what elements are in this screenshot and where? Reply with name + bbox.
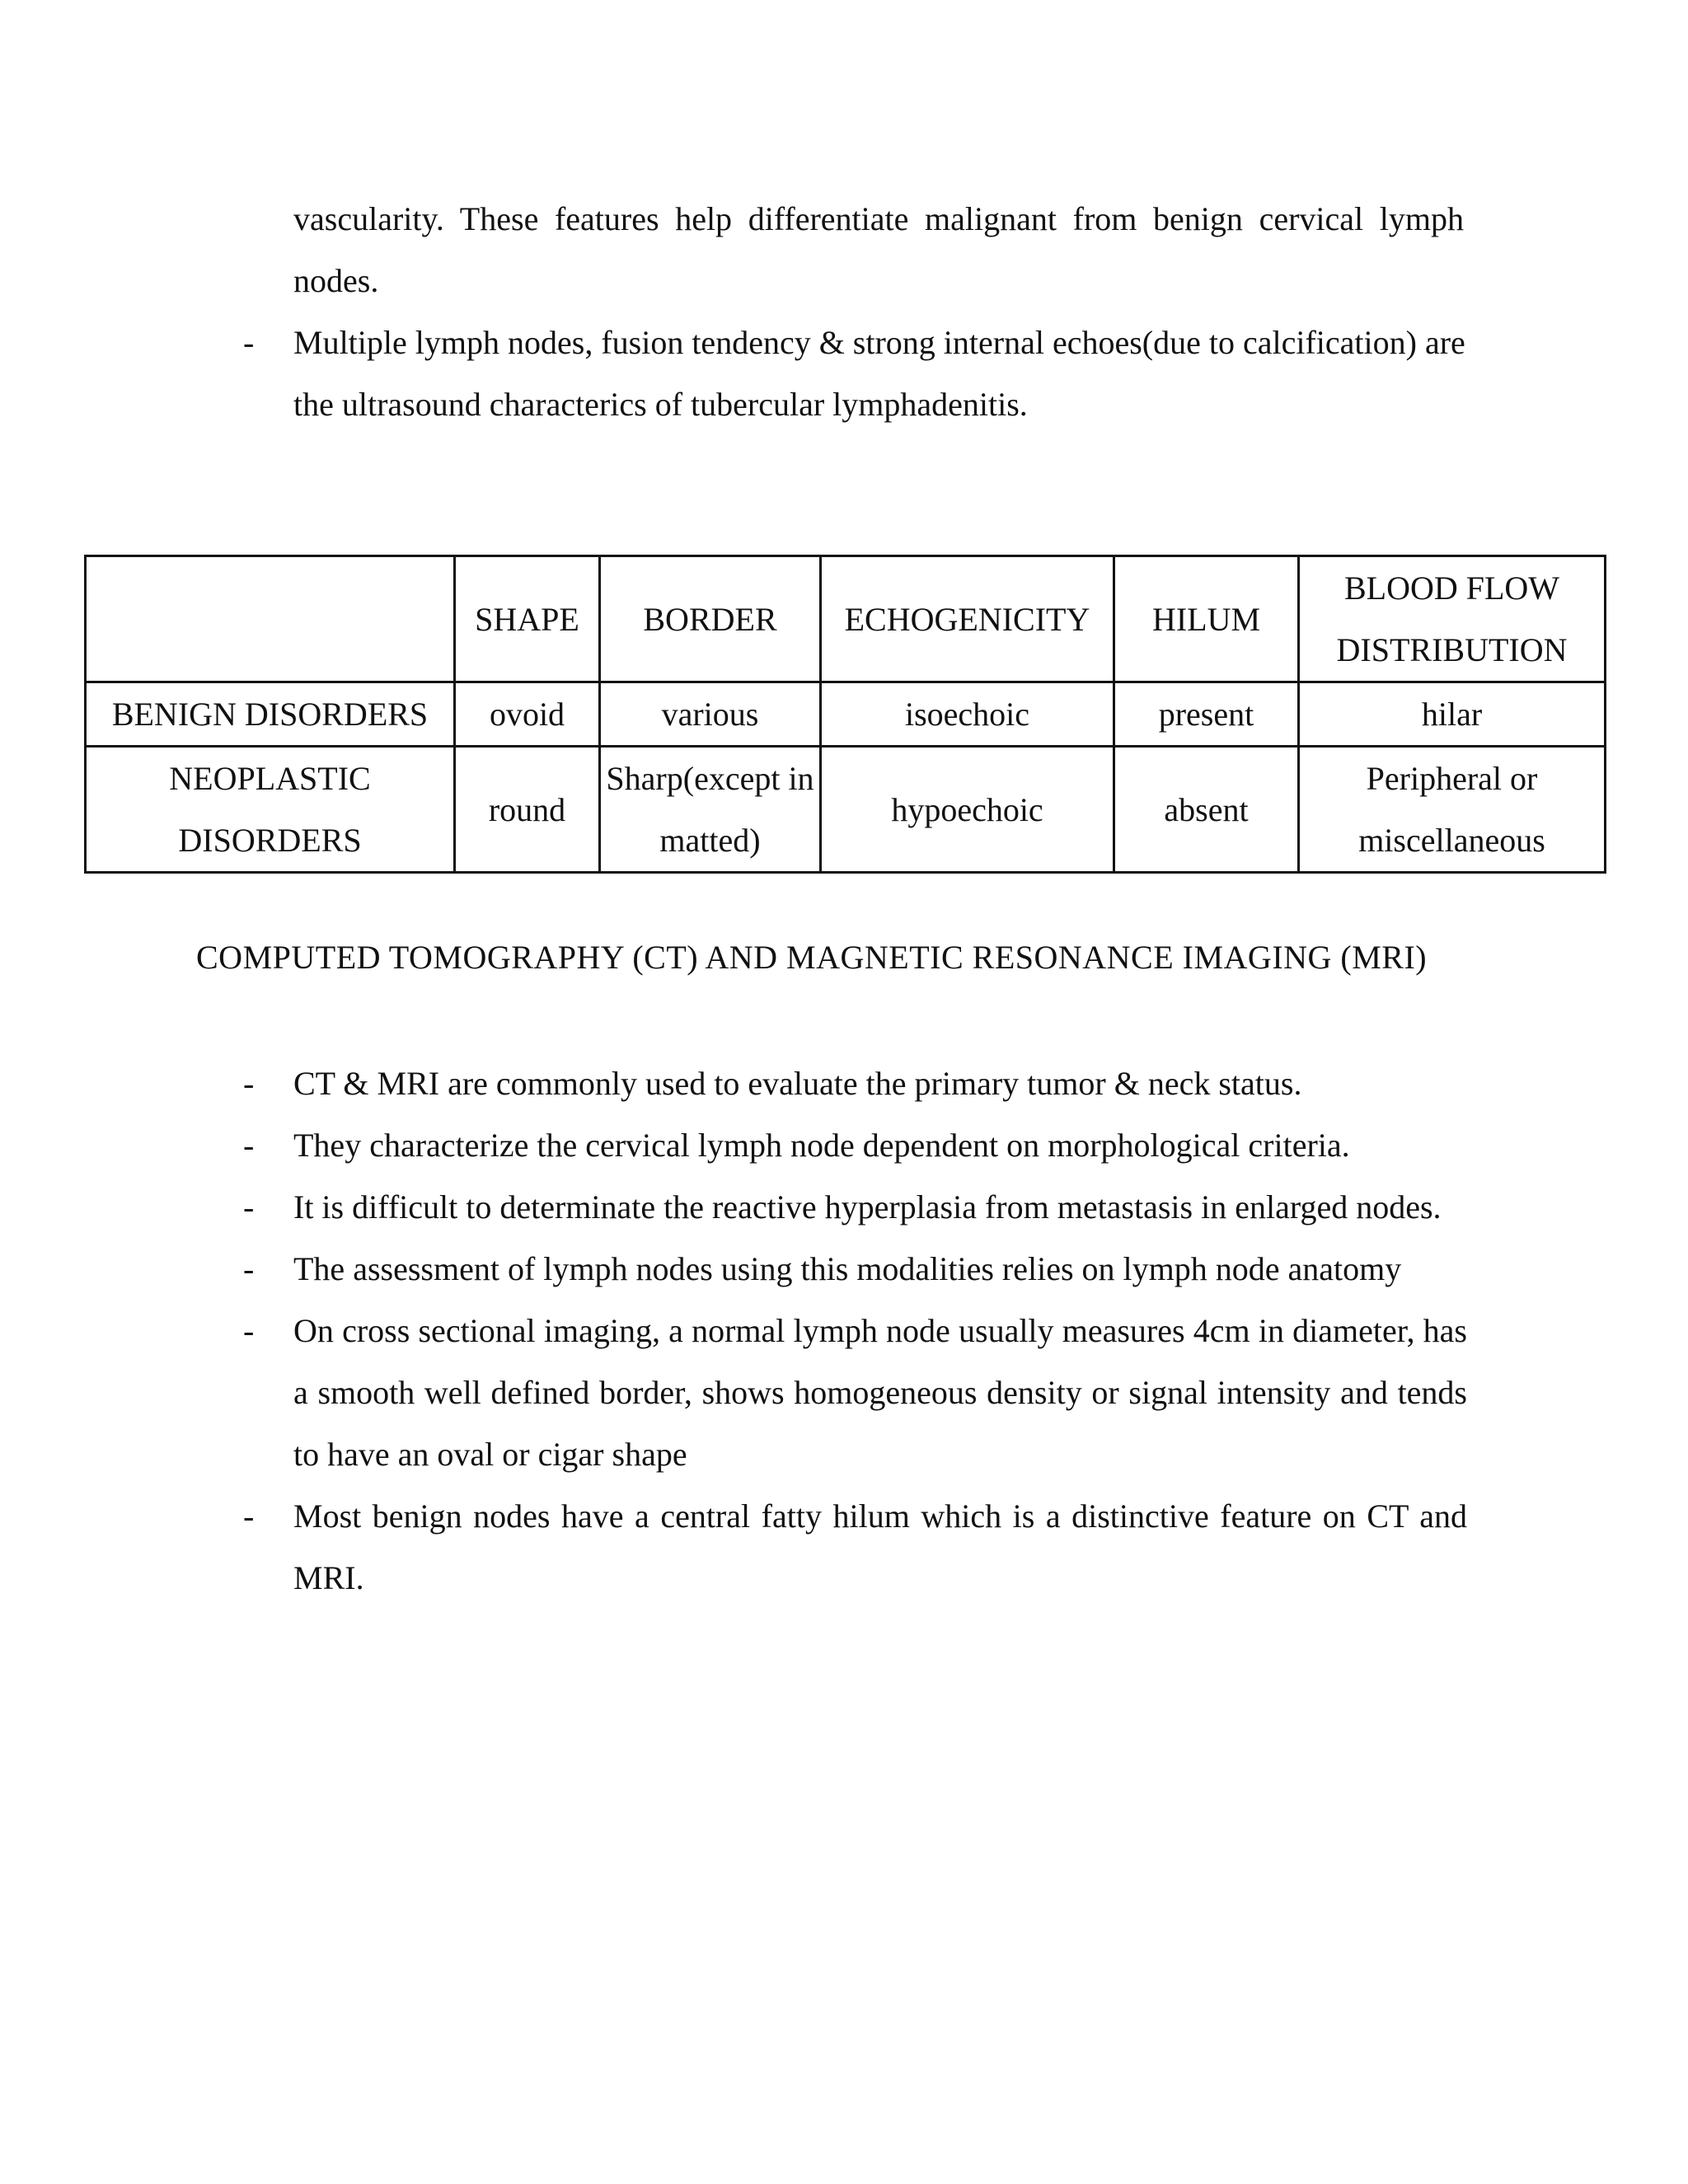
table-cell: Sharp(except in matted) [600,747,821,873]
bullet-dash: - [243,1250,255,1287]
table-cell: Peripheral or miscellaneous [1299,747,1606,873]
table-cell: NEOPLASTIC DISORDERS [86,747,455,873]
bullet-dash: - [243,1065,255,1102]
ultrasound-bullet-list [0,312,1688,435]
list-item-text: It is difficult to determinate the reactive hyperplasia from metastasis in enlarged nodes. [293,1188,1442,1226]
list-item-text: Multiple lymph nodes, fusion tendency & strong internal echoes(due to calcification) are the ultrasound characterics of tubercular lymphadenitis. [293,324,1465,423]
table-cell: hypoechoic [821,747,1114,873]
table-cell: various [600,682,821,747]
table-row [86,747,1606,873]
table-cell: present [1114,682,1299,747]
bullet-dash: - [243,324,255,361]
section-heading: COMPUTED TOMOGRAPHY (CT) AND MAGNETIC RESONANCE IMAGING (MRI) [196,939,1428,976]
bullet-dash: - [243,1312,255,1349]
table-cell: ovoid [455,682,600,747]
list-item-text: They characterize the cervical lymph node dependent on morphological criteria. [293,1127,1350,1164]
table-header-cell: BORDER [600,556,821,682]
list-item [0,1114,1467,1176]
list-item [0,1485,1467,1609]
table-cell: absent [1114,747,1299,873]
table-row [86,682,1606,747]
bullet-dash: - [243,1497,255,1535]
ct-mri-bullet-list [0,1052,1688,1609]
table-header-cell [86,556,455,682]
ultrasound-comparison-table [84,555,1606,874]
list-item-text: The assessment of lymph nodes using this modalities relies on lymph node anatomy [293,1250,1402,1287]
list-item-text: Most benign nodes have a central fatty hilum which is a distinctive feature on CT and MRI. [293,1497,1467,1596]
list-item [0,1052,1467,1114]
table-header-cell: ECHOGENICITY [821,556,1114,682]
table-header-row [86,556,1606,682]
list-item [0,1238,1467,1300]
bullet-dash: - [243,1127,255,1164]
list-item-text: CT & MRI are commonly used to evaluate the primary tumor & neck status. [293,1065,1302,1102]
table-header-cell: HILUM [1114,556,1299,682]
table-cell: BENIGN DISORDERS [86,682,455,747]
list-item [0,1176,1467,1238]
table-cell: isoechoic [821,682,1114,747]
bullet-dash: - [243,1188,255,1226]
list-item [0,312,1467,435]
table-cell: hilar [1299,682,1606,747]
continuation-paragraph: vascularity. These features help differentiate malignant from benign cervical lymph nodes. [293,200,1464,299]
list-item-text: On cross sectional imaging, a normal lymph node usually measures 4cm in diameter, has a smooth well defined border, shows homogeneous density or signal intensity and tends to have an oval or cigar shape [293,1312,1467,1473]
table-header-cell: SHAPE [455,556,600,682]
list-item [0,1300,1467,1485]
table-header-cell: BLOOD FLOW DISTRIBUTION [1299,556,1606,682]
table-cell: round [455,747,600,873]
